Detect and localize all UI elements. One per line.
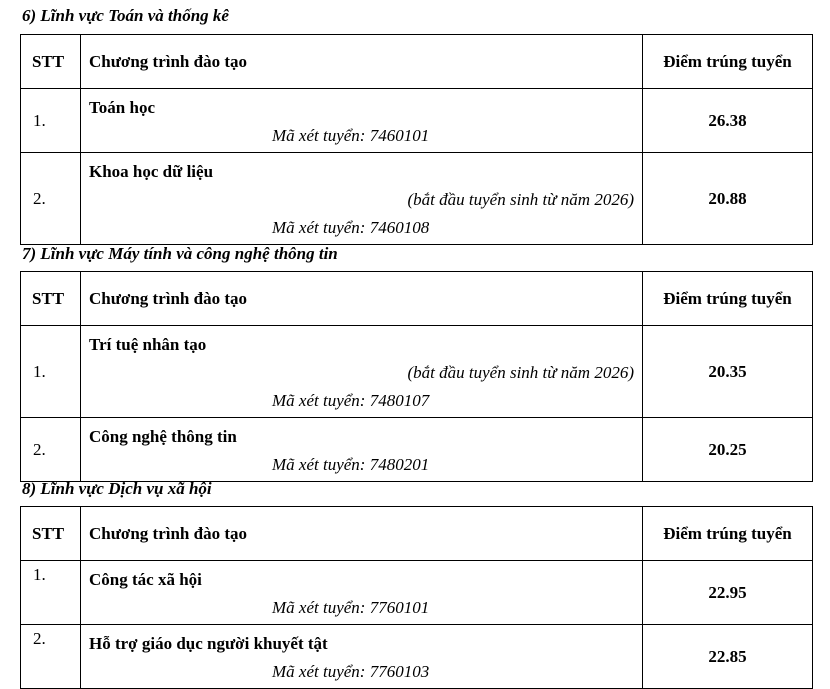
table-row [21,561,813,625]
program-cell [81,89,643,153]
table-row [21,418,813,482]
row-stt: 2. [21,418,81,482]
program-cell [81,625,643,689]
table-header-row [21,507,813,561]
admission-score: 20.25 [643,418,813,482]
program-name: Hỗ trợ giáo dục người khuyết tật [89,634,328,653]
program-name: Công tác xã hội [89,570,202,589]
program-cell [81,418,643,482]
program-code: Mã xét tuyển: 7460108 [272,218,430,237]
table-row [21,153,813,245]
column-header-stt: STT [21,272,81,326]
row-stt: 1. [21,89,81,153]
admission-score: 20.88 [643,153,813,245]
program-name: Công nghệ thông tin [89,427,237,446]
admission-table [20,271,813,482]
row-stt: 2. [21,153,81,245]
program-code: Mã xét tuyển: 7460101 [272,126,430,145]
column-header-score: Điểm trúng tuyển [643,507,813,561]
program-name: Toán học [89,98,155,117]
section-title: 6) Lĩnh vực Toán và thống kê [22,6,229,25]
column-header-program: Chương trình đào tạo [81,507,643,561]
table-row [21,625,813,689]
program-cell [81,561,643,625]
table-row [21,89,813,153]
table-row [21,326,813,418]
admission-score: 22.95 [643,561,813,625]
program-name: Trí tuệ nhân tạo [89,335,207,354]
program-code: Mã xét tuyển: 7480107 [272,391,430,410]
column-header-score: Điểm trúng tuyển [643,272,813,326]
program-code: Mã xét tuyển: 7760103 [272,662,430,681]
row-stt: 1. [21,561,81,625]
column-header-stt: STT [21,507,81,561]
table-header-row [21,272,813,326]
program-code: Mã xét tuyển: 7760101 [272,598,430,617]
table-header-row [21,35,813,89]
admission-table [20,506,813,689]
program-code: Mã xét tuyển: 7480201 [272,455,430,474]
admission-score: 26.38 [643,89,813,153]
column-header-program: Chương trình đào tạo [81,272,643,326]
admission-score: 20.35 [643,326,813,418]
section-title: 7) Lĩnh vực Máy tính và công nghệ thông tin [22,244,338,263]
column-header-stt: STT [21,35,81,89]
program-note: (bắt đầu tuyển sinh từ năm 2026) [407,363,634,382]
column-header-score: Điểm trúng tuyển [643,35,813,89]
program-cell [81,153,643,245]
row-stt: 2. [21,625,81,689]
column-header-program: Chương trình đào tạo [81,35,643,89]
section-title: 8) Lĩnh vực Dịch vụ xã hội [22,479,212,498]
program-cell [81,326,643,418]
program-note: (bắt đầu tuyển sinh từ năm 2026) [407,190,634,209]
admission-score: 22.85 [643,625,813,689]
program-name: Khoa học dữ liệu [89,162,214,181]
admission-table [20,34,813,245]
row-stt: 1. [21,326,81,418]
